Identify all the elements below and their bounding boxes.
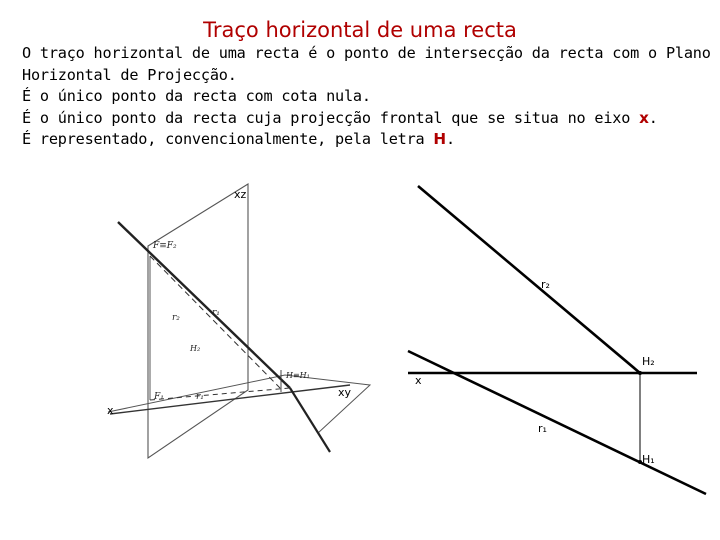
trace-letter-h: H (433, 130, 446, 148)
label-r2-sketch: r₂ (172, 313, 180, 323)
label-h2-sketch: H₂ (190, 344, 201, 353)
text-line-5-main: É representado, convencionalmente, pela letra (22, 130, 434, 148)
label-xz: xz (234, 188, 247, 201)
text-line-4-end: . (648, 108, 658, 127)
label-r1-low: r₁ (196, 392, 204, 402)
label-h2: H₂ (642, 355, 655, 368)
label-xy: xy (338, 386, 352, 399)
axis-letter-x: x (639, 108, 649, 127)
label-f1: F₁ (154, 392, 164, 402)
text-line-4-main: É o único ponto da recta cuja projecção frontal que se situa no eixo (22, 108, 640, 127)
label-x: x (415, 374, 422, 387)
label-h1-sketch: H≡H₁ (286, 371, 310, 380)
text-line-1: O traço horizontal de uma recta é o ponto de intersecção da recta com o Plano (22, 44, 711, 62)
text-line-5-end: . (445, 130, 455, 148)
label-f: F≡F₂ (153, 241, 177, 251)
label-r1: r₁ (538, 422, 547, 435)
label-r1-sketch: r₁ (212, 308, 220, 318)
text-line-3: É o único ponto da recta com cota nula. (22, 87, 371, 105)
point-h2 (638, 371, 642, 375)
label-r2: r₂ (541, 278, 550, 291)
page-title: Traço horizontal de uma recta (203, 18, 517, 42)
line-r2 (418, 186, 640, 373)
label-x-sketch: x (107, 404, 114, 417)
label-h1: H₁ (642, 453, 655, 466)
text-line-2: Horizontal de Projecção. (22, 65, 237, 84)
